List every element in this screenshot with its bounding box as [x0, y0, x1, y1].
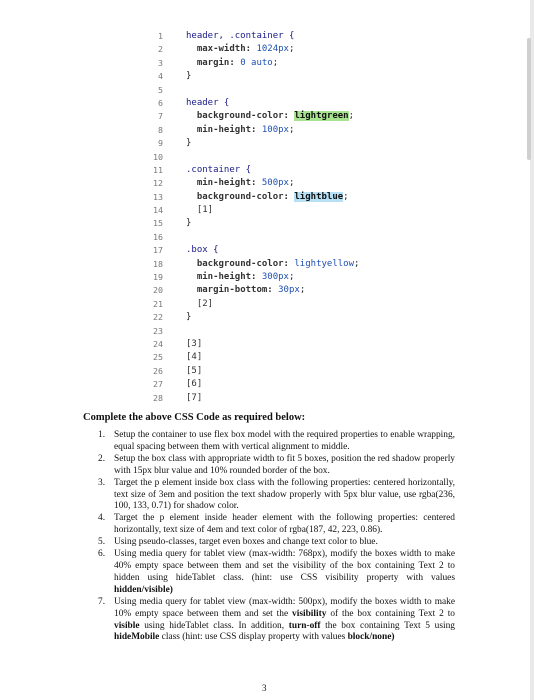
line-number: 1 [158, 31, 163, 41]
code-line [0, 338, 520, 351]
placeholder-3: [3] [186, 338, 203, 349]
code-line [0, 137, 520, 150]
task-item: 5. Using pseudo-classes, target even boxes and change text color to blue. [98, 537, 378, 548]
task-item: 7. Using media query for tablet view (max-width: 500px), modify the boxes width to make 10% empty space between them and set the visibility of the box containing Text 2 to visible using hideTablet class. In addition, turn-off the box containing Text 5 using hideMobile class (hint: use CSS display property with values block/none) [98, 596, 455, 643]
code-text: } [186, 312, 192, 323]
line-number: 6 [158, 97, 163, 108]
line-number: 15 [153, 218, 163, 229]
line-number: 14 [153, 205, 163, 216]
line-number: 5 [158, 84, 163, 95]
code-line [0, 244, 520, 257]
code-line [0, 378, 520, 391]
placeholder-6: [6] [186, 379, 203, 390]
code-text: background-color: lightblue; [196, 191, 349, 202]
page-number: 3 [262, 683, 267, 693]
code-line [0, 84, 520, 97]
line-number: 13 [153, 191, 163, 202]
task-item: 3. Target the p element inside box class with the following properties: centered horizontally, text size of 3em and position the text shadow properly with 5px blur value, use rgba(236, 100, 133, 0.71) for shadow color. [98, 477, 455, 512]
code-block [0, 30, 520, 405]
line-number: 22 [153, 312, 163, 323]
code-line [0, 70, 520, 83]
code-line [0, 325, 520, 338]
code-line [0, 298, 520, 311]
placeholder-7: [7] [186, 392, 203, 403]
line-number: 16 [153, 231, 163, 242]
code-line [0, 177, 520, 190]
code-text: min-height: 100px; [196, 124, 295, 135]
code-line [0, 351, 520, 364]
line-number: 3 [158, 57, 163, 68]
task-item: 6. Using media query for tablet view (max-width: 768px), modify the boxes width to make 40% empty space between them and set the visibility of the box containing Text 2 to hidden using hideTablet class. (hint: use CSS visibility property with values hidden/visible) [98, 549, 455, 595]
code-text: } [186, 71, 192, 82]
code-line [0, 30, 520, 43]
code-line [0, 365, 520, 378]
code-line [0, 311, 520, 324]
code-text: .box { [186, 245, 219, 256]
task-list [83, 430, 455, 644]
line-number: 12 [153, 178, 163, 189]
code-text: header { [186, 97, 230, 108]
code-line [0, 271, 520, 284]
code-line [0, 110, 520, 123]
code-text: [2] [196, 298, 214, 309]
task-item: 4. Target the p element inside header element with the following properties: centered horizontally, text size of 4em and text color of rgba(187, 42, 223, 0.86). [98, 513, 455, 536]
code-text: min-height: 500px; [196, 178, 295, 189]
placeholder-5: [5] [186, 365, 203, 376]
line-number: 18 [153, 258, 163, 269]
line-number: 24 [153, 338, 163, 349]
line-number: 2 [158, 44, 163, 55]
code-line [0, 217, 520, 230]
line-number: 28 [153, 392, 163, 403]
code-text: [1] [196, 205, 214, 216]
line-number: 9 [158, 138, 163, 149]
code-text: .container { [186, 164, 252, 175]
task-item: 2. Setup the box class with appropriate width to fit 5 boxes, position the red shadow properly with 15px blur value and 10% rounded border of the box. [98, 453, 455, 476]
line-number: 8 [158, 124, 163, 135]
line-number: 4 [158, 71, 163, 82]
line-number: 27 [153, 379, 163, 390]
code-line [0, 204, 520, 217]
code-text: max-width: 1024px; [196, 44, 295, 55]
code-text: } [186, 138, 192, 149]
code-line [0, 57, 520, 70]
code-line [0, 43, 520, 56]
code-text: margin: 0 auto; [196, 57, 279, 68]
placeholder-4: [4] [186, 352, 203, 363]
code-line [0, 191, 520, 204]
code-text: min-height: 300px; [196, 272, 295, 283]
code-line [0, 151, 520, 164]
line-number: 11 [153, 164, 163, 175]
code-text: background-color: lightgreen; [196, 111, 354, 122]
code-line [0, 124, 520, 137]
line-number: 10 [153, 151, 163, 162]
code-text: header, .container { [186, 31, 295, 41]
code-line [0, 231, 520, 244]
code-text: } [186, 218, 192, 229]
line-number: 26 [153, 365, 163, 376]
line-number: 20 [153, 285, 163, 296]
line-number: 25 [153, 352, 163, 363]
line-number: 17 [153, 245, 163, 256]
instructions-heading: Complete the above CSS Code as required below: [83, 412, 306, 423]
line-number: 19 [153, 272, 163, 283]
code-line [0, 258, 520, 271]
scrollbar-thumb[interactable] [527, 38, 531, 160]
code-line [0, 97, 520, 110]
line-number: 7 [158, 111, 163, 122]
code-text: background-color: lightyellow; [196, 258, 360, 269]
code-text: margin-bottom: 30px; [196, 285, 306, 296]
task-item: 1. Setup the container to use flex box model with the required properties to enable wrapping, equal spacing between them with vertical alignment to middle. [98, 430, 455, 452]
line-number: 23 [153, 325, 163, 336]
code-line [0, 284, 520, 297]
code-line [0, 164, 520, 177]
line-number: 21 [153, 298, 163, 309]
code-line [0, 392, 520, 405]
